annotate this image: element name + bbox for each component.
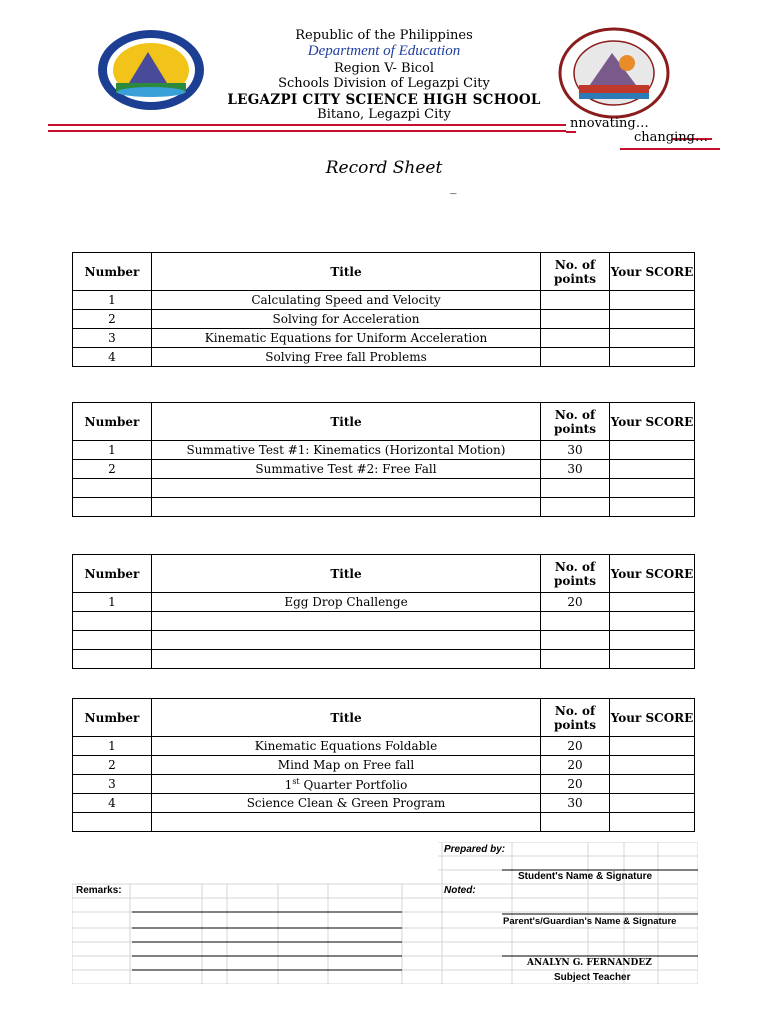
cell-number: 2 [73, 310, 152, 329]
cell-points [541, 348, 610, 367]
cell-points: 30 [541, 441, 610, 460]
cell-points: 20 [541, 737, 610, 756]
table-row [73, 756, 695, 775]
cell-score [610, 813, 695, 832]
cell-score [610, 650, 695, 669]
cell-title [152, 498, 541, 517]
page-title: Record Sheet [325, 158, 443, 178]
cell-points [541, 291, 610, 310]
cell-title [152, 650, 541, 669]
cell-score [610, 479, 695, 498]
table-row [73, 631, 695, 650]
table-row [73, 460, 695, 479]
column-header-title: Title [152, 555, 541, 593]
cell-points [541, 310, 610, 329]
cell-points: 20 [541, 593, 610, 612]
table-row [73, 498, 695, 517]
cell-title: Solving Free fall Problems [152, 348, 541, 367]
column-header-title: Title [152, 403, 541, 441]
cell-points: 20 [541, 756, 610, 775]
cell-number: 4 [73, 794, 152, 813]
column-header-score: Your SCORE [610, 253, 695, 291]
cell-title: 1st Quarter Portfolio [152, 775, 541, 794]
cell-number: 2 [73, 756, 152, 775]
cell-score [610, 756, 695, 775]
cell-title [152, 631, 541, 650]
cell-number: 4 [73, 348, 152, 367]
cell-title: Solving for Acceleration [152, 310, 541, 329]
slogan-innovating: nnovating… [570, 116, 649, 131]
cell-title: Kinematic Equations Foldable [152, 737, 541, 756]
cell-number [73, 498, 152, 517]
cell-number: 1 [73, 593, 152, 612]
column-header-number: Number [73, 403, 152, 441]
cell-score [610, 310, 695, 329]
teacher-title: Subject Teacher [554, 972, 631, 983]
cell-score [610, 631, 695, 650]
header-rule-1 [48, 124, 566, 126]
activity-table-1 [72, 252, 695, 367]
cell-score [610, 593, 695, 612]
cell-points [541, 650, 610, 669]
table-row [73, 612, 695, 631]
table-row [73, 291, 695, 310]
header-division: Schools Division of Legazpi City [278, 76, 490, 91]
column-header-score: Your SCORE [610, 403, 695, 441]
cell-number [73, 650, 152, 669]
cell-points [541, 329, 610, 348]
cell-number: 1 [73, 291, 152, 310]
cell-score [610, 794, 695, 813]
cell-points: 30 [541, 460, 610, 479]
table-row [73, 593, 695, 612]
column-header-number: Number [73, 699, 152, 737]
table-row [73, 737, 695, 756]
cell-number: 1 [73, 441, 152, 460]
cell-score [610, 737, 695, 756]
column-header-points: No. of points [541, 253, 610, 291]
column-header-points: No. of points [541, 555, 610, 593]
cell-title [152, 813, 541, 832]
title-underline-mark: _ [450, 180, 457, 195]
activity-table-3 [72, 554, 695, 669]
header-region: Region V- Bicol [334, 61, 434, 76]
table-row [73, 348, 695, 367]
column-header-score: Your SCORE [610, 699, 695, 737]
column-header-title: Title [152, 253, 541, 291]
table-row [73, 329, 695, 348]
slogan-changing: changing… [634, 130, 708, 145]
cell-score [610, 329, 695, 348]
header-rule-3 [566, 131, 576, 133]
cell-title [152, 479, 541, 498]
cell-score [610, 460, 695, 479]
cell-number: 2 [73, 460, 152, 479]
header-republic: Republic of the Philippines [295, 28, 473, 43]
header-rule-2 [48, 130, 566, 132]
cell-score [610, 441, 695, 460]
cell-points: 30 [541, 794, 610, 813]
header-rule-5 [620, 148, 720, 150]
cell-score [610, 612, 695, 631]
cell-number [73, 631, 152, 650]
cell-title: Summative Test #1: Kinematics (Horizontal Motion) [152, 441, 541, 460]
noted-label: Noted: [444, 885, 476, 896]
cell-points [541, 612, 610, 631]
cell-number [73, 813, 152, 832]
table-row [73, 441, 695, 460]
column-header-score: Your SCORE [610, 555, 695, 593]
header-department: Department of Education [307, 43, 461, 59]
teacher-name: ANALYN G. FERNANDEZ [527, 958, 652, 968]
cell-title: Summative Test #2: Free Fall [152, 460, 541, 479]
cell-title [152, 612, 541, 631]
column-header-number: Number [73, 555, 152, 593]
activity-table-2 [72, 402, 695, 517]
cell-score [610, 498, 695, 517]
cell-number [73, 612, 152, 631]
table-row [73, 813, 695, 832]
cell-number: 3 [73, 329, 152, 348]
column-header-title: Title [152, 699, 541, 737]
table-row [73, 794, 695, 813]
cell-points [541, 813, 610, 832]
cell-score [610, 775, 695, 794]
column-header-points: No. of points [541, 403, 610, 441]
column-header-points: No. of points [541, 699, 610, 737]
table-row [73, 650, 695, 669]
cell-number [73, 479, 152, 498]
parent-signature-label: Parent's/Guardian's Name & Signature [503, 916, 677, 927]
column-header-number: Number [73, 253, 152, 291]
table-row [73, 479, 695, 498]
cell-number: 1 [73, 737, 152, 756]
cell-points [541, 631, 610, 650]
header-school-name: LEGAZPI CITY SCIENCE HIGH SCHOOL [227, 92, 541, 108]
cell-title: Mind Map on Free fall [152, 756, 541, 775]
cell-number: 3 [73, 775, 152, 794]
cell-title: Calculating Speed and Velocity [152, 291, 541, 310]
header-address: Bitano, Legazpi City [317, 107, 451, 122]
table-row [73, 310, 695, 329]
cell-points [541, 498, 610, 517]
prepared-by-label: Prepared by: [444, 844, 506, 855]
cell-score [610, 348, 695, 367]
cell-title: Science Clean & Green Program [152, 794, 541, 813]
table-row [73, 775, 695, 794]
cell-score [610, 291, 695, 310]
cell-points: 20 [541, 775, 610, 794]
remarks-label: Remarks: [76, 885, 122, 896]
cell-points [541, 479, 610, 498]
activity-table-4 [72, 698, 695, 832]
student-signature-label: Student's Name & Signature [518, 871, 653, 882]
cell-title: Egg Drop Challenge [152, 593, 541, 612]
cell-title: Kinematic Equations for Uniform Acceleration [152, 329, 541, 348]
